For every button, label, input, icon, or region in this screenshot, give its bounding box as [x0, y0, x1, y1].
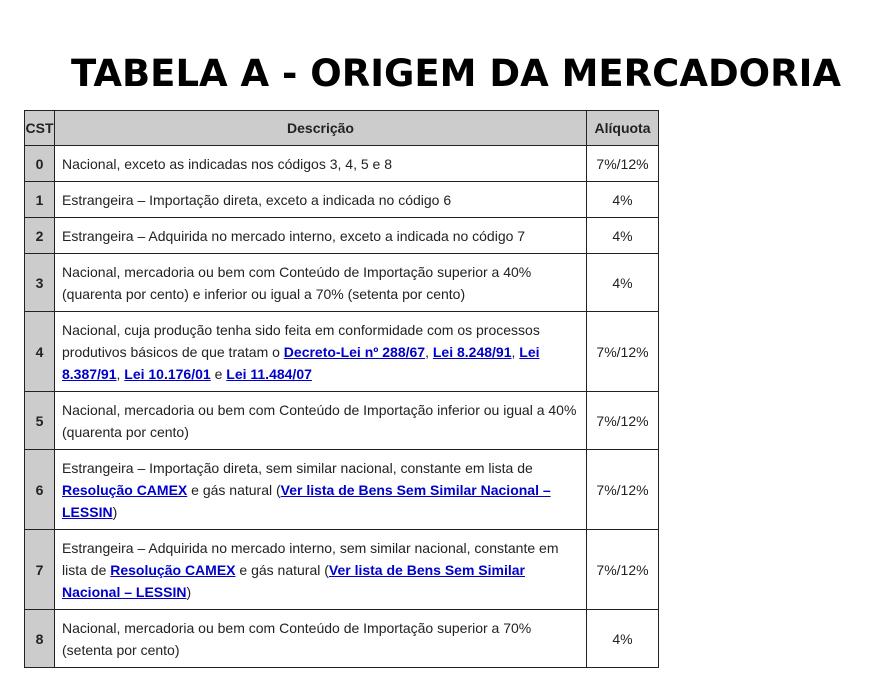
- description-text: ,: [116, 365, 125, 382]
- description-cell: [55, 254, 587, 312]
- cst-code-cell: 5: [25, 392, 55, 450]
- legislation-link[interactable]: Lei 11.484/07: [226, 365, 312, 382]
- description-cell: [55, 610, 587, 668]
- header-aliquota: Alíquota: [587, 111, 659, 146]
- description-text: e gás natural (: [187, 481, 281, 498]
- cst-code-cell: 7: [25, 530, 55, 610]
- aliquota-cell: 7%/12%: [587, 530, 659, 610]
- legislation-link[interactable]: Decreto-Lei nº 288/67: [283, 343, 426, 360]
- legislation-link[interactable]: Ver lista de Bens Sem Similar Nacional – LESSIN: [62, 481, 551, 520]
- legislation-link[interactable]: Lei 8.248/91: [432, 343, 512, 360]
- table-header-row: [25, 111, 659, 146]
- table-row: [25, 254, 659, 312]
- description-text: ): [112, 503, 118, 520]
- description-text: Nacional, mercadoria ou bem com Conteúdo de Importação superior a 40% (quarenta por cento) e inferior ou igual a 70% (setenta por cento): [62, 263, 532, 302]
- description-text: Estrangeira – Importação direta, exceto a indicada no código 6: [62, 191, 452, 208]
- description-text: Nacional, cuja produção tenha sido feita em conformidade com os processos produtivos básicos de que tratam o: [62, 321, 540, 360]
- description-cell: [55, 450, 587, 530]
- description-text: Estrangeira – Importação direta, sem similar nacional, constante em lista de: [62, 459, 533, 476]
- description-text: Nacional, exceto as indicadas nos códigos 3, 4, 5 e 8: [62, 155, 392, 172]
- table-row: [25, 530, 659, 610]
- aliquota-cell: 4%: [587, 218, 659, 254]
- header-descricao: Descrição: [55, 111, 587, 146]
- cst-code-cell: 6: [25, 450, 55, 530]
- aliquota-cell: 7%/12%: [587, 450, 659, 530]
- table-row: [25, 146, 659, 182]
- cst-code-cell: 2: [25, 218, 55, 254]
- cst-code-cell: 4: [25, 312, 55, 392]
- description-cell: [55, 218, 587, 254]
- aliquota-cell: 7%/12%: [587, 392, 659, 450]
- legislation-link[interactable]: Resolução CAMEX: [110, 561, 236, 578]
- table-body: [25, 146, 659, 668]
- aliquota-cell: 7%/12%: [587, 146, 659, 182]
- table-row: [25, 450, 659, 530]
- aliquota-cell: 4%: [587, 610, 659, 668]
- table-row: [25, 182, 659, 218]
- description-text: e: [210, 365, 227, 382]
- table-row: [25, 218, 659, 254]
- cst-code-cell: 3: [25, 254, 55, 312]
- cst-code-cell: 8: [25, 610, 55, 668]
- legislation-link[interactable]: Ver lista de Bens Sem Similar Nacional – LESSIN: [62, 561, 525, 600]
- origem-table: [24, 110, 659, 668]
- description-text: ,: [511, 343, 520, 360]
- description-cell: [55, 392, 587, 450]
- description-text: Nacional, mercadoria ou bem com Conteúdo de Importação superior a 70% (setenta por cento): [62, 619, 532, 658]
- page-title: TABELA A - ORIGEM DA MERCADORIA: [70, 51, 842, 95]
- description-text: ): [186, 583, 192, 600]
- legislation-link[interactable]: Lei 8.387/91: [62, 343, 540, 382]
- table-row: [25, 392, 659, 450]
- cst-code-cell: 1: [25, 182, 55, 218]
- description-cell: [55, 312, 587, 392]
- table-row: [25, 610, 659, 668]
- description-text: Nacional, mercadoria ou bem com Conteúdo de Importação inferior ou igual a 40% (quarenta por cento): [62, 401, 577, 440]
- description-text: e gás natural (: [235, 561, 329, 578]
- header-cst: CST: [25, 111, 55, 146]
- aliquota-cell: 7%/12%: [587, 312, 659, 392]
- description-text: Estrangeira – Adquirida no mercado interno, exceto a indicada no código 7: [62, 227, 526, 244]
- legislation-link[interactable]: Resolução CAMEX: [62, 481, 188, 498]
- aliquota-cell: 4%: [587, 254, 659, 312]
- table-row: [25, 312, 659, 392]
- description-text: Estrangeira – Adquirida no mercado interno, sem similar nacional, constante em lista de: [62, 539, 559, 578]
- description-cell: [55, 182, 587, 218]
- description-text: ,: [425, 343, 433, 360]
- aliquota-cell: 4%: [587, 182, 659, 218]
- cst-code-cell: 0: [25, 146, 55, 182]
- description-cell: [55, 530, 587, 610]
- description-cell: [55, 146, 587, 182]
- legislation-link[interactable]: Lei 10.176/01: [124, 365, 211, 382]
